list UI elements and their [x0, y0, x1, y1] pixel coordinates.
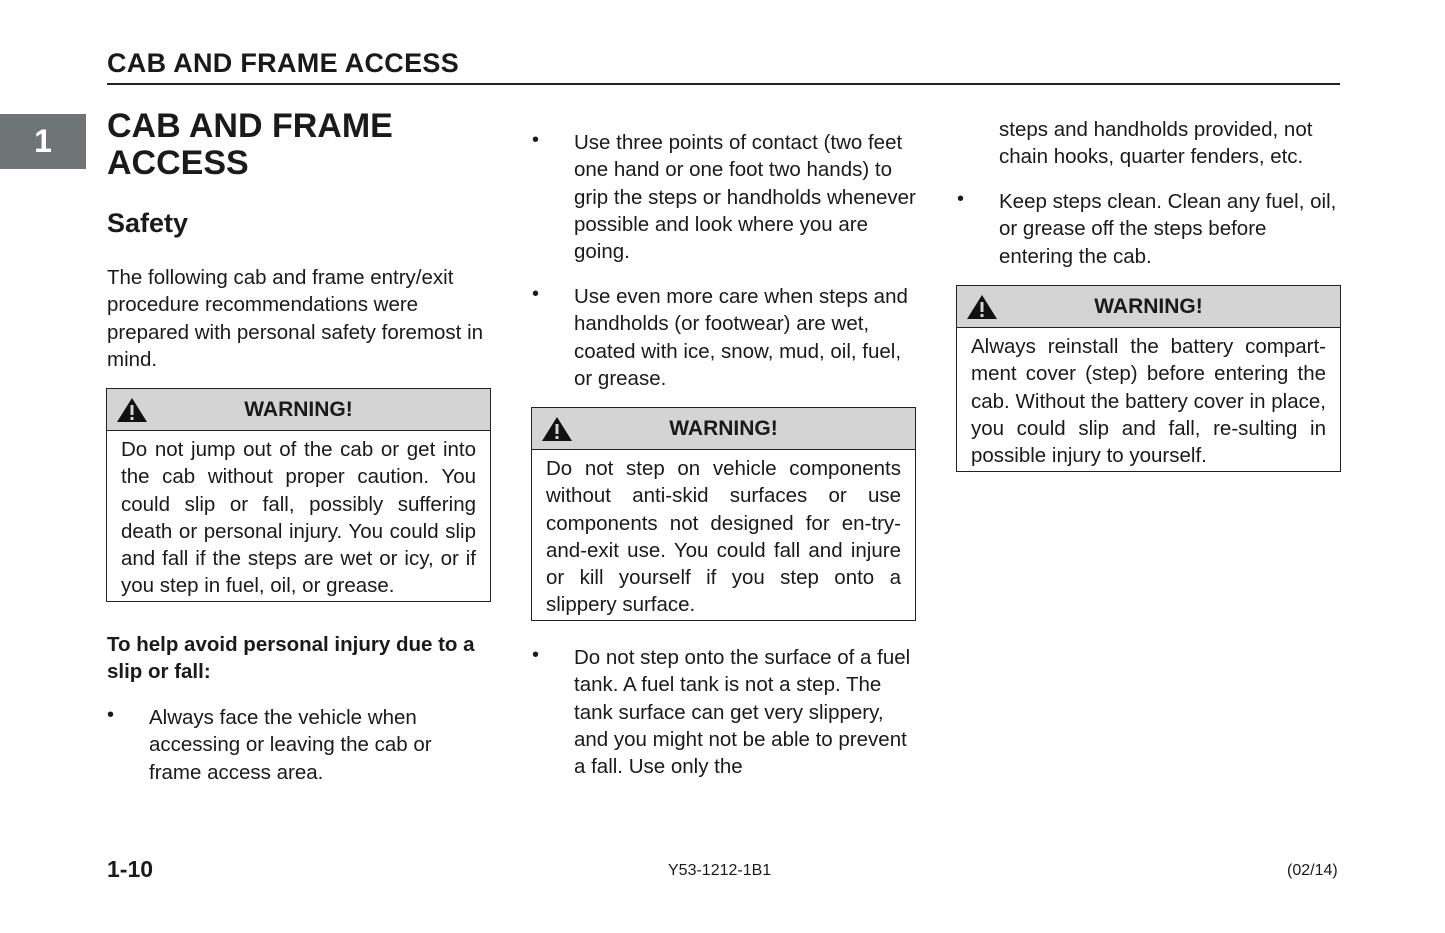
tips-heading: To help avoid personal injury due to a slip or fall:	[107, 633, 475, 684]
section-title-line1: CAB AND FRAME	[107, 107, 393, 145]
bullet-dot: •	[532, 283, 540, 305]
bullet-dot: •	[532, 644, 540, 666]
list-item-text: steps and handholds provided, not chain hooks, quarter fenders, etc.	[999, 118, 1313, 169]
list-item-text: Keep steps clean. Clean any fuel, oil, or grease off the steps before entering the cab.	[999, 190, 1337, 268]
warning-triangle-icon	[966, 294, 998, 320]
section-subtitle: Safety	[107, 208, 189, 238]
warning-text: Do not step on vehicle components without anti-skid surfaces or use components not designed for en-try-and-exit use. You could fall and injure or kill yourself if you step onto a slippery surface.	[546, 457, 901, 617]
warning-box-3	[956, 285, 1341, 472]
warning-header	[107, 389, 490, 431]
list-item-text: Always face the vehicle when accessing or leaving the cab or frame access area.	[149, 706, 432, 784]
warning-box-1	[106, 388, 491, 602]
list-item-text: Do not step onto the surface of a fuel tank. A fuel tank is not a step. The tank surface can get very slippery, and you might not be able to prevent a fall. Use only the	[574, 646, 911, 779]
warning-label: WARNING!	[669, 416, 778, 440]
revision-date: (02/14)	[1287, 862, 1338, 879]
warning-label: WARNING!	[244, 397, 353, 421]
warning-triangle-icon	[541, 416, 573, 442]
warning-header	[532, 408, 915, 450]
chapter-tab: 1	[0, 114, 86, 169]
bullet-dot: •	[957, 188, 965, 210]
section-title-line2: ACCESS	[107, 144, 249, 182]
warning-header	[957, 286, 1340, 328]
running-header: CAB AND FRAME ACCESS	[107, 48, 460, 78]
header-rule	[107, 83, 1340, 85]
list-item-text: Use three points of contact (two feet one hand or one foot two hands) to grip the steps or handholds whenever possible and look where you are going.	[574, 131, 916, 264]
intro-paragraph: The following cab and frame entry/exit procedure recommendations were prepared with personal safety foremost in mind.	[107, 266, 484, 371]
warning-triangle-icon	[116, 397, 148, 423]
page-number: 1-10	[107, 856, 154, 882]
warning-text: Do not jump out of the cab or get into the cab without proper caution. You could slip or fall, possibly suffering death or personal injury. You could slip and fall if the steps are wet or icy, or if you step in fuel, oil, or grease.	[121, 438, 476, 598]
list-item-text: Use even more care when steps and handholds (or footwear) are wet, coated with ice, snow, mud, oil, fuel, or grease.	[574, 285, 908, 390]
document-code: Y53-1212-1B1	[668, 862, 772, 879]
warning-box-2	[531, 407, 916, 621]
warning-text: Always reinstall the battery compart-ment cover (step) before entering the cab. Without the battery cover in place, you could slip and fall, re-sulting in possible injury to yourself.	[971, 335, 1326, 468]
warning-label: WARNING!	[1094, 294, 1203, 318]
bullet-dot: •	[532, 129, 540, 151]
bullet-dot: •	[107, 704, 115, 726]
section-title	[107, 108, 491, 182]
